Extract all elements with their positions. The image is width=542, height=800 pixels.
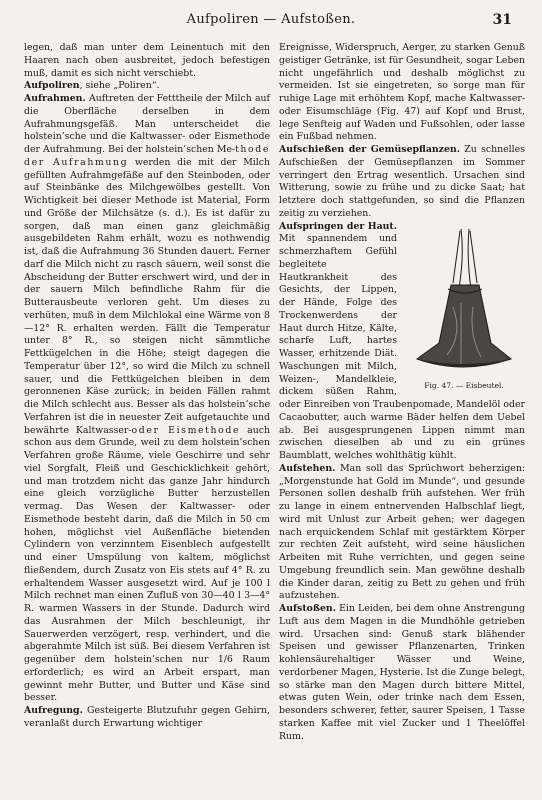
entry-text: werden die mit der Milch gefüllten Aufrahmgefäße auf den Steinboden, oder auf Steinbänke des Milchgewölbes gestellt. Von Wichtigkeit bei dieser Methode ist Material, Form und Größe der Milchsätze (s. d.). Es ist dafür zu sorgen, daß man einen ganz gleichmäßig ausgebildeten Rahm erhält, wozu es nothwendig ist, daß die Aufrahmung 36 Stunden dauert. Ferner darf die Milch nicht zu rasch säuern, weil sonst die Abscheidung der Butter erschwert wird, und der in der sauern Milch befindliche Rahm für die Butterausbeute verloren geht. Um dieses zu verhüten, muß in dem Milchlokal eine Wärme von 8—12° R. erhalten werden. Fällt die Temperatur unter 8° R., so steigen nicht sämmtliche Fettkügelchen in die Höhe; steigt dagegen die Temperatur über 12°, so wird die Milch zu schnell sauer, und die Fettkügelchen bleiben in dem geronnenen Käse zurück; in beiden Fällen rahmt die Milch schlecht aus. Besser als das holstein’sche Verfahren ist die in neuester Zeit aufgetauchte und bewährte Kaltwasser- [24, 156, 270, 436]
entry-continuation: legen, daß man unter dem Leinentuch mit den Haaren nach oben ausbreitet, jedoch befestigen muß, damit es sich nicht verschiebt. [24, 42, 270, 79]
page-header [24, 12, 518, 32]
headword: Aufpoliren [24, 80, 80, 92]
emphasis-text: thode der Aufrahmung [24, 144, 270, 168]
right-column [279, 42, 525, 743]
entry-text: Zu schnelles Aufschießen der Gemüsepflanzen im Sommer verringert den Ertrag wesentlich. Ursachen sind Witterung, sowie zu frühe und zu dicke Saat; hat letztere doch stattgefunden, so sind die Pflanzen zeitig zu verziehen. [279, 144, 525, 219]
entry-continuation: Ereignisse, Widerspruch, Aerger, zu starken Genuß geistiger Getränke, ist für Gesundheit, sogar Leben nicht ungefährlich und deshalb möglichst zu vermeiden. Ist sie eingetreten, so sorge man für ruhige Lage mit erhöhtem Kopf, mache Kaltwasser- oder Eisumschläge (Fig. 47) auf Kopf und Brust, lege Senfteig auf Waden und Fußsohlen, oder lasse ein Fußbad nehmen. [279, 42, 525, 143]
figure-47 [403, 223, 525, 390]
headword: Aufspringen der Haut. [279, 220, 397, 232]
entry-aufspringen [279, 221, 525, 463]
page-number: 31 [492, 12, 512, 28]
entry-aufregung [24, 705, 270, 731]
emphasis-text: oder Eismethode [131, 424, 241, 436]
headword: Aufschießen der Gemüsepflanzen. [279, 144, 460, 155]
entry-text: Man soll das Sprüchwort beherzigen: „Morgenstunde hat Gold im Munde“, und gesunde Personen sollen deshalb früh aufstehen. Wer früh zu lange in einem entnervenden Halbschlaf liegt, wird mit Unlust zur Arbeit gehen; wer dagegen nach erquickendem Schlaf mit gestärktem Körper zur rechten Zeit aufsteht, wird seine häuslichen Arbeiten mit Ruhe verrichten, und gegen seine Umgebung freundlich sein. Man gewöhne deshalb die Kinder daran, zeitig zu Bett zu gehen und früh aufzustehen. [279, 462, 525, 602]
entry-text: Ein Leiden, bei dem ohne Anstrengung Luft aus dem Magen in die Mundhöhle getrieben wird. Ursachen sind: Genuß stark blähender Speisen und gewisser Pflanzenarten, Trinken kohlensäurehaltiger Wässer und Weine, verdorbener Magen, Hysterie. Ist die Zunge belegt, so stärke man den Magen durch bittere Mittel, etwas guten Wein, oder trinke nach dem Essen, besonders schwerer, fetter, saurer Speisen, 1 Tasse starken Kaffee mit viel Zucker und 1 Theelöffel Rum. [279, 603, 525, 742]
headword: Aufrahmen. [24, 93, 86, 104]
entry-text: Auftreten der Fetttheile der Milch auf die Oberfläche derselben in dem Aufrahmungsgefäß. Man unterscheidet die holstein’sche und die Kaltwasser- oder Eismethode der Aufrahmung. Bei der holstein’schen Me- [24, 93, 270, 155]
entry-text: Mit spannendem und schmerzhaftem Gefühl begleitete Hautkrankheit des Gesichts, der Lippen, der Hände, Folge des Trockenwerdens der Haut durch Hitze, Kälte, scharfe Luft, hartes Wasser, erhitzende Diät. Waschungen mit Milch, Weizen-, Mandelkleie, dickem süßen Rahm, oder Einreiben von Traubenpomade, Mandelöl oder Cacaobutter, auch warme Bäder helfen dem Uebel ab. Bei ausgesprungenen Lippen nimmt man zwischen dieselben ab und zu ein grünes Baumblatt, welches wohlthätig kühlt. [279, 233, 525, 461]
entry-text: , siehe „Poliren“. [79, 80, 160, 92]
figure-caption: Fig. 47. — Eisbeutel. [424, 380, 504, 390]
headword: Aufstehen. [279, 462, 336, 474]
entry-aufstossen [279, 603, 525, 743]
entry-aufrahmen [24, 93, 270, 705]
running-head-title: Aufpoliren — Aufstoßen. [186, 12, 356, 27]
left-column [24, 42, 270, 731]
headword: Aufregung. [24, 705, 83, 716]
entry-aufstehen [279, 463, 525, 603]
ice-bag-icon [403, 223, 525, 379]
entry-text: Gesteigerte Blutzufuhr gegen Gehirn, veranlaßt durch Erwartung wichtiger [24, 705, 270, 729]
entry-aufschiessen [279, 144, 525, 221]
entry-text: auch schon aus dem Grunde, weil zu dem holstein’schen Verfahren große Räume, viele Geschirre und sehr viel Sorgfalt, Fleiß und Geschicklichkeit gehört, und man trotzdem nicht das ganze Jahr hindurch eine gleich vorzügliche Butter herzustellen vermag. Das Wesen der Kaltwasser- oder Eismethode besteht darin, daß die Milch in 50 cm hohen, möglichst viel Außenfläche bietenden Cylindern von verzinntem Eisenblech aufgestellt und einer Umspülung von kaltem, möglichst fließendem, durch Zusatz von Eis stets auf 4° R. zu erhaltendem Wasser ausgesetzt wird. Auf je 100 l Milch rechnet man einen Zufluß von 30—40 l 3—4° R. warmen Wassers in der Stunde. Dadurch wird das Ausrahmen der Milch beschleunigt, ihr Sauerwerden verzögert, resp. verhindert, und die abgerahmte Milch ist süß. Bei diesem Verfahren ist gegenüber dem holstein’schen nur 1/6 Raum erforderlich; es wird an Arbeit erspart, man gewinnt mehr Butter, und Butter und Käse sind besser. [24, 424, 270, 704]
entry-aufpoliren [24, 80, 270, 93]
headword: Aufstoßen. [279, 603, 336, 614]
